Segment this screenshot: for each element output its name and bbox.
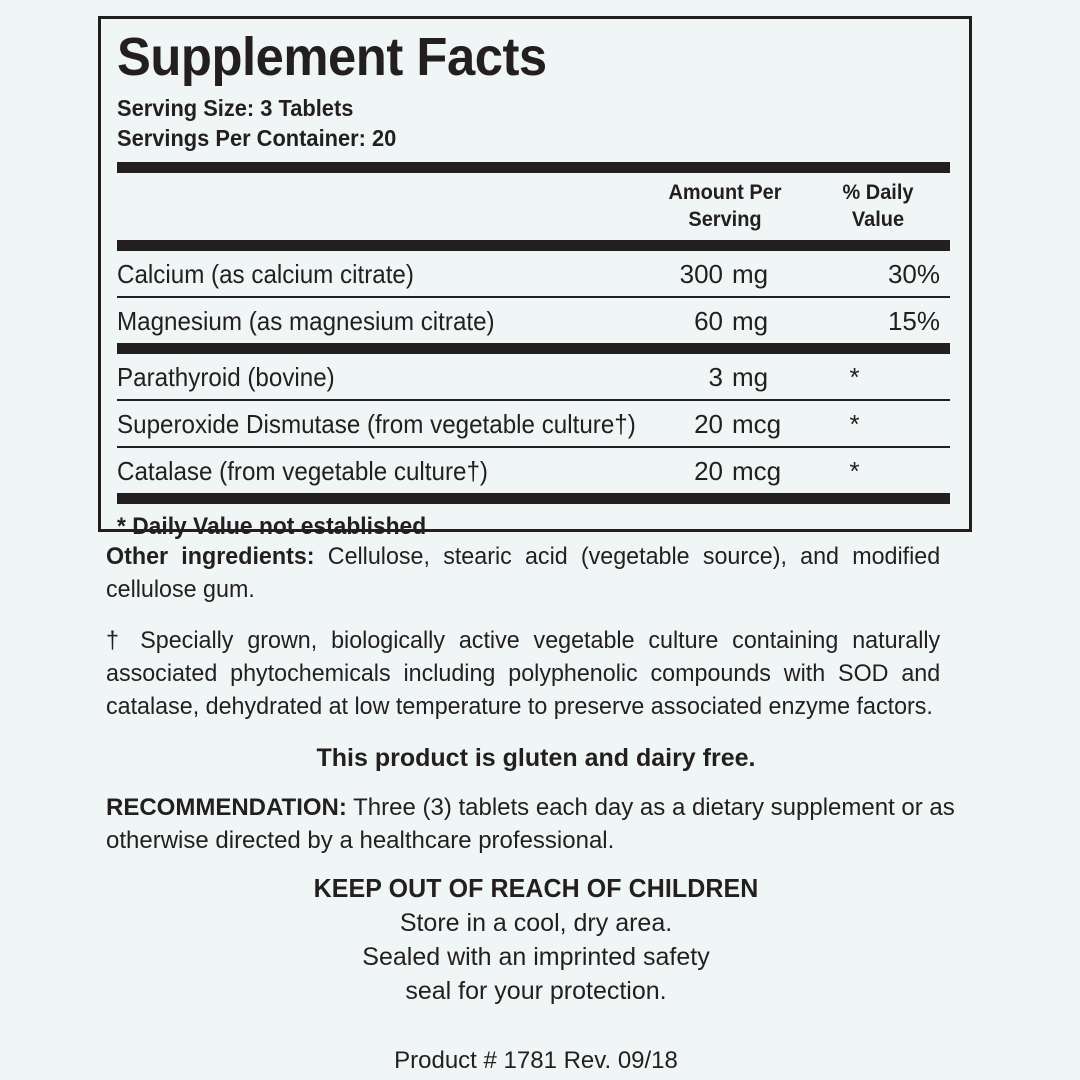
recommendation-label: RECOMMENDATION: [106,794,347,821]
header-dv-line2: Value [851,208,905,231]
header-daily-value [803,173,953,240]
header-amount-line1: Amount Per [668,181,782,204]
nutrient-daily-value: * [849,362,860,392]
nutrient-amount: 60 [694,306,723,336]
nutrition-group-2c [117,448,953,493]
recommendation-paragraph [106,791,966,857]
nutrition-group-2a [117,354,953,399]
nutrition-group-2b [117,401,953,446]
nutrient-amount: 300 [679,259,723,289]
header-dv-line1: % Daily [842,181,914,204]
supplement-facts-panel [98,16,972,540]
header-blank-cell [117,173,647,240]
table-row [117,448,953,493]
nutrient-daily-value: * [849,409,860,439]
table-row [117,251,953,296]
divider-thick-middle [117,343,950,354]
header-amount-per-serving [647,173,803,240]
product-number-line: Product # 1781 Rev. 09/18 [394,1047,678,1074]
nutrient-unit: mg [732,362,769,392]
nutrient-name: Magnesium (as magnesium citrate) [117,306,495,336]
seal-line-1: Sealed with an imprinted safety [362,943,710,971]
storage-line: Store in a cool, dry area. [399,909,673,937]
nutrition-table [117,173,953,240]
table-header-row [117,173,953,240]
dagger-note-paragraph: † Specially grown, biologically active vegetable culture containing naturally associated phytochemicals including polyphenolic compounds with SOD and catalase, dehydrated at low temperature to preserve associated enzyme factors. [106,627,941,720]
daily-value-footnote: * Daily Value not established [117,513,427,540]
nutrient-unit: mg [732,306,769,336]
recommendation-text: Three (3) tablets each day as a dietary supplement or as otherwise directed by a healthcare professional. [106,794,955,854]
nutrient-name: Catalase (from vegetable culture†) [117,456,488,486]
nutrition-group-1 [117,251,953,296]
panel-title: Supplement Facts [117,27,547,87]
nutrient-name: Superoxide Dismutase (from vegetable culture†) [117,409,636,439]
nutrition-group-1b [117,298,953,343]
nutrient-unit: mcg [732,456,782,486]
nutrient-amount: 3 [708,362,723,392]
divider-thick-top [117,162,950,173]
warning-block [106,870,966,1008]
other-ingredients-text: Cellulose, stearic acid (vegetable source), and modified cellulose gum. [106,543,941,603]
gluten-dairy-free-statement: This product is gluten and dairy free. [316,744,756,772]
keep-out-of-reach-title: KEEP OUT OF REACH OF CHILDREN [313,873,759,903]
serving-size: Serving Size: 3 Tablets [117,95,354,121]
nutrient-daily-value: 30% [887,259,940,289]
table-row [117,354,953,399]
header-amount-line2: Serving [688,208,762,231]
table-row [117,298,953,343]
divider-thick-after-header [117,240,950,251]
nutrient-amount: 20 [694,409,723,439]
nutrient-unit: mcg [732,409,782,439]
divider-thick-bottom [117,493,950,504]
nutrient-daily-value: 15% [887,306,940,336]
seal-line-2: seal for your protection. [405,977,667,1005]
other-ingredients-paragraph [106,540,940,606]
nutrient-unit: mg [732,259,769,289]
nutrient-daily-value: * [849,456,860,486]
nutrient-name: Parathyroid (bovine) [117,362,335,392]
servings-per-container: Servings Per Container: 20 [117,125,397,151]
nutrient-name: Calcium (as calcium citrate) [117,259,414,289]
label-body-text [106,540,966,1074]
nutrient-amount: 20 [694,456,723,486]
table-row [117,401,953,446]
other-ingredients-label: Other ingredients: [106,543,315,570]
